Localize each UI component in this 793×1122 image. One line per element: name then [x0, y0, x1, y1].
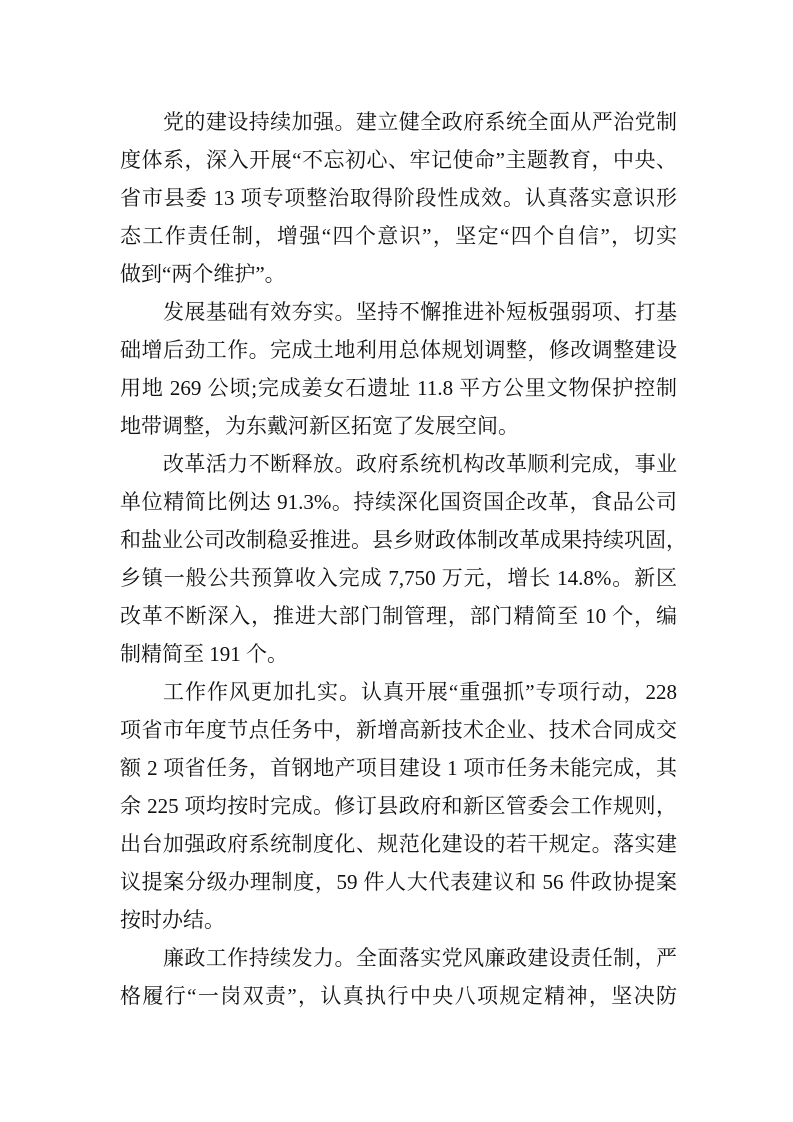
text-line: 工作作风更加扎实。认真开展“重强抓”专项行动，228 — [163, 680, 677, 704]
text-line: 做到“两个维护”。 — [120, 262, 286, 286]
paragraph — [120, 445, 687, 673]
paragraph — [120, 673, 677, 939]
document-body — [120, 103, 687, 1015]
text-line: 出台加强政府系统制度化、规范化建设的若干规定。落实建 — [120, 832, 677, 856]
text-line: 格履行“一岗双责”，认真执行中央八项规定精神，坚决防 — [120, 984, 677, 1008]
paragraph — [120, 293, 677, 445]
text-line: 制精简至 191 个。 — [120, 642, 288, 666]
text-line: 和盐业公司改制稳妥推进。县乡财政体制改革成果持续巩固， — [120, 528, 687, 552]
text-line: 乡镇一般公共预算收入完成 7,750 万元，增长 14.8%。新区 — [120, 566, 677, 590]
text-line: 廉政工作持续发力。全面落实党风廉政建设责任制，严 — [163, 946, 677, 970]
text-line: 按时办结。 — [120, 908, 225, 932]
text-line: 度体系，深入开展“不忘初心、牢记使命”主题教育，中央、 — [120, 148, 677, 172]
text-line: 单位精简比例达 91.3%。持续深化国资国企改革，食品公司 — [120, 490, 677, 514]
text-line: 改革活力不断释放。政府系统机构改革顺利完成，事业 — [163, 452, 677, 476]
text-line: 发展基础有效夯实。坚持不懈推进补短板强弱项、打基 — [163, 300, 677, 324]
text-line: 议提案分级办理制度，59 件人大代表建议和 56 件政协提案 — [120, 870, 677, 894]
text-line: 项省市年度节点任务中，新增高新技术企业、技术合同成交 — [120, 718, 677, 742]
text-line: 用地 269 公顷;完成姜女石遗址 11.8 平方公里文物保护控制 — [120, 376, 677, 400]
text-line: 额 2 项省任务，首钢地产项目建设 1 项市任务未能完成，其 — [120, 756, 677, 780]
text-line: 省市县委 13 项专项整治取得阶段性成效。认真落实意识形 — [120, 186, 677, 210]
paragraph — [120, 103, 677, 293]
text-line: 地带调整，为东戴河新区拓宽了发展空间。 — [120, 414, 519, 438]
text-line: 党的建设持续加强。建立健全政府系统全面从严治党制 — [163, 110, 677, 134]
text-line: 础增后劲工作。完成土地利用总体规划调整，修改调整建设 — [120, 338, 677, 362]
text-line: 态工作责任制，增强“四个意识”，坚定“四个自信”，切实 — [120, 224, 677, 248]
text-line: 余 225 项均按时完成。修订县政府和新区管委会工作规则， — [120, 794, 677, 818]
text-line: 改革不断深入，推进大部门制管理，部门精简至 10 个，编 — [120, 604, 677, 628]
paragraph — [120, 939, 677, 1015]
